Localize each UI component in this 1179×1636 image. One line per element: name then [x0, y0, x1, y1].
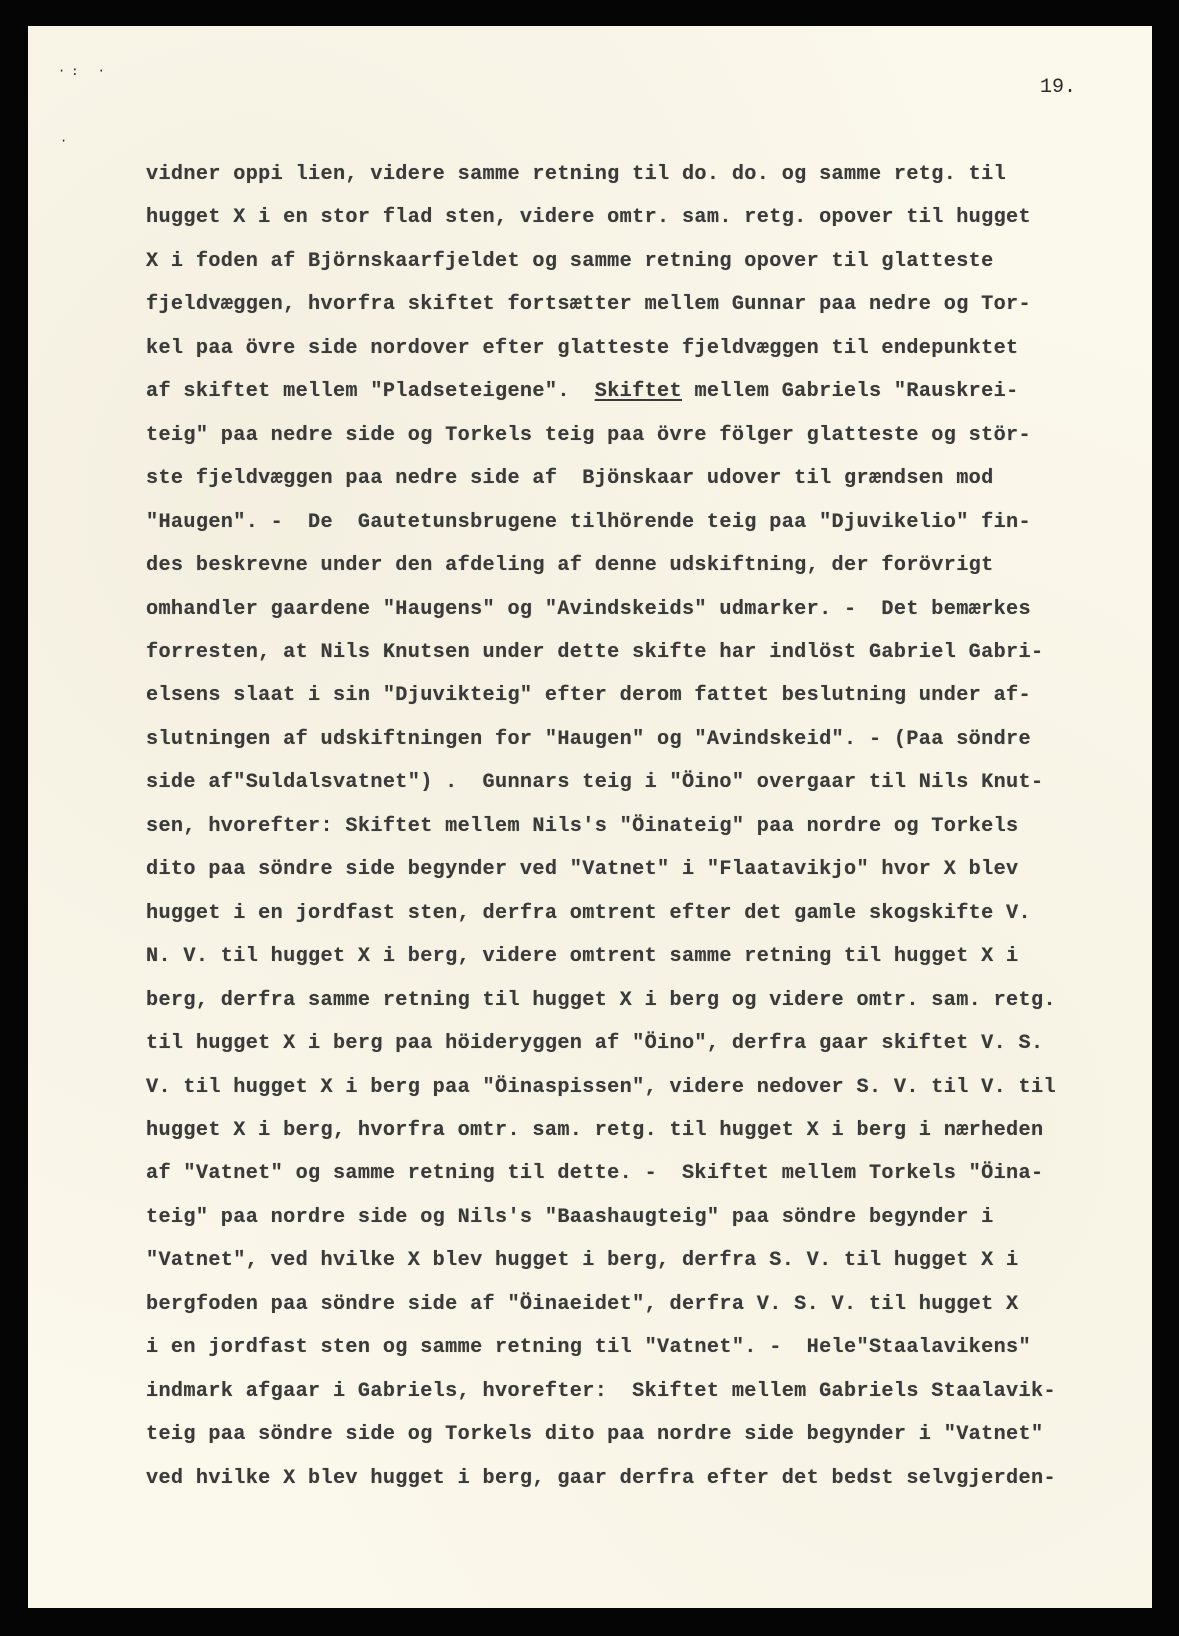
- text-line: omhandler gaardene "Haugens" og "Avindskeids" udmarker. - Det bemærkes: [146, 597, 1031, 621]
- typed-body-text: [146, 153, 1146, 1500]
- text-line: teig" paa nedre side og Torkels teig paa övre fölger glatteste og stör-: [146, 423, 1031, 447]
- margin-punch-mark: ·: [60, 134, 68, 148]
- text-line: ved hvilke X blev hugget i berg, gaar derfra efter det bedst selvgjerden-: [146, 1466, 1056, 1490]
- text-line: dito paa söndre side begynder ved "Vatnet" i "Flaatavikjo" hvor X blev: [146, 858, 1019, 882]
- text-line: af "Vatnet" og samme retning til dette. - Skiftet mellem Torkels "Öina-: [146, 1162, 1044, 1186]
- text-line: indmark afgaar i Gabriels, hvorefter: Skiftet mellem Gabriels Staalavik-: [146, 1379, 1056, 1403]
- text-line: fjeldvæggen, hvorfra skiftet fortsætter mellem Gunnar paa nedre og Tor-: [146, 293, 1031, 317]
- text-line: V. til hugget X i berg paa "Öinaspissen", videre nedover S. V. til V. til: [146, 1075, 1056, 1099]
- text-line: sen, hvorefter: Skiftet mellem Nils's "Öinateig" paa nordre og Torkels: [146, 814, 1019, 838]
- text-line: forresten, at Nils Knutsen under dette skifte har indlöst Gabriel Gabri-: [146, 640, 1044, 664]
- text-line: "Haugen". - De Gautetunsbrugene tilhörende teig paa "Djuvikelio" fin-: [146, 510, 1031, 534]
- margin-punch-marks: ·: ·: [58, 64, 111, 78]
- text-line: "Vatnet", ved hvilke X blev hugget i berg, derfra S. V. til hugget X i: [146, 1249, 1019, 1273]
- text-line: bergfoden paa söndre side af "Öinaeidet", derfra V. S. V. til hugget X: [146, 1292, 1019, 1316]
- text-line: slutningen af udskiftningen for "Haugen" og "Avindskeid". - (Paa söndre: [146, 727, 1031, 751]
- text-segment: mellem Gabriels "Rauskrei-: [682, 380, 1019, 404]
- text-line: teig" paa nordre side og Nils's "Baashaugteig" paa söndre begynder i: [146, 1205, 994, 1229]
- text-line: N. V. til hugget X i berg, videre omtrent samme retning til hugget X i: [146, 945, 1019, 969]
- text-line: [146, 370, 1146, 413]
- text-line: hugget i en jordfast sten, derfra omtrent efter det gamle skogskifte V.: [146, 901, 1031, 925]
- text-line: des beskrevne under den afdeling af denne udskiftning, der forövrigt: [146, 554, 994, 578]
- document-page: [28, 26, 1152, 1608]
- text-line: i en jordfast sten og samme retning til "Vatnet". - Hele"Staalavikens": [146, 1336, 1031, 1360]
- text-line: teig paa söndre side og Torkels dito paa nordre side begynder i "Vatnet": [146, 1423, 1044, 1447]
- text-line: X i foden af Björnskaarfjeldet og samme retning opover til glatteste: [146, 249, 994, 273]
- page-number: 19.: [1039, 76, 1076, 99]
- underlined-word: Skiftet: [594, 380, 682, 404]
- text-segment: af skiftet mellem "Pladseteigene".: [146, 380, 595, 404]
- text-line: vidner oppi lien, videre samme retning til do. do. og samme retg. til: [146, 163, 1007, 186]
- text-line: elsens slaat i sin "Djuvikteig" efter derom fattet beslutning under af-: [146, 684, 1031, 708]
- text-line: til hugget X i berg paa höideryggen af "Öino", derfra gaar skiftet V. S.: [146, 1032, 1044, 1056]
- text-line: ste fjeldvæggen paa nedre side af Bjönskaar udover til grændsen mod: [146, 467, 994, 491]
- text-line: hugget X i en stor flad sten, videre omtr. sam. retg. opover til hugget: [146, 206, 1031, 230]
- text-line: kel paa övre side nordover efter glatteste fjeldvæggen til endepunktet: [146, 336, 1019, 360]
- text-line: berg, derfra samme retning til hugget X i berg og videre omtr. sam. retg.: [146, 988, 1056, 1012]
- text-line: hugget X i berg, hvorfra omtr. sam. retg. til hugget X i berg i nærheden: [146, 1118, 1044, 1142]
- text-line: side af"Suldalsvatnet") . Gunnars teig i "Öino" overgaar til Nils Knut-: [146, 771, 1044, 795]
